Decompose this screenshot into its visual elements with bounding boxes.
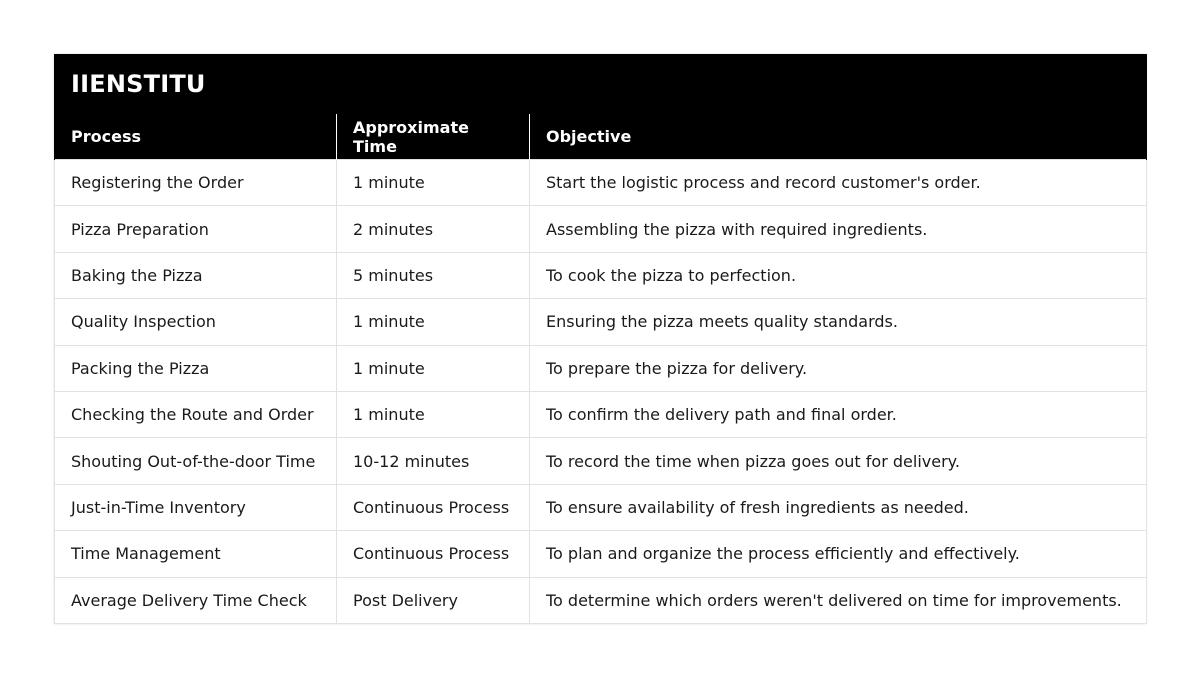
- process-cell: Just-in-Time Inventory: [55, 484, 337, 530]
- time-cell: Post Delivery: [337, 577, 530, 623]
- table-row: [55, 299, 1147, 345]
- table-row: [55, 345, 1147, 391]
- time-cell: 2 minutes: [337, 206, 530, 252]
- time-cell: 1 minute: [337, 391, 530, 437]
- table-row: [55, 484, 1147, 530]
- process-cell: Pizza Preparation: [55, 206, 337, 252]
- objective-cell: To cook the pizza to perfection.: [530, 252, 1147, 298]
- objective-cell: To record the time when pizza goes out for delivery.: [530, 438, 1147, 484]
- time-cell: 10-12 minutes: [337, 438, 530, 484]
- objective-cell: Start the logistic process and record customer's order.: [530, 160, 1147, 206]
- process-cell: Checking the Route and Order: [55, 391, 337, 437]
- process-cell: Shouting Out-of-the-door Time: [55, 438, 337, 484]
- process-table-container: [54, 54, 1146, 624]
- column-header-approximate-time: Approximate Time: [337, 114, 530, 160]
- table-row: [55, 531, 1147, 577]
- header-row: [55, 114, 1147, 160]
- objective-cell: To prepare the pizza for delivery.: [530, 345, 1147, 391]
- process-cell: Time Management: [55, 531, 337, 577]
- process-cell: Quality Inspection: [55, 299, 337, 345]
- column-header-objective: Objective: [530, 114, 1147, 160]
- objective-cell: To plan and organize the process efficiently and effectively.: [530, 531, 1147, 577]
- table-row: [55, 252, 1147, 298]
- objective-cell: Ensuring the pizza meets quality standards.: [530, 299, 1147, 345]
- time-cell: 5 minutes: [337, 252, 530, 298]
- objective-cell: To ensure availability of fresh ingredients as needed.: [530, 484, 1147, 530]
- objective-cell: To confirm the delivery path and final order.: [530, 391, 1147, 437]
- process-table: [54, 54, 1147, 624]
- time-cell: 1 minute: [337, 299, 530, 345]
- time-cell: 1 minute: [337, 345, 530, 391]
- time-cell: Continuous Process: [337, 531, 530, 577]
- table-row: [55, 577, 1147, 623]
- process-cell: Registering the Order: [55, 160, 337, 206]
- brand-row: [55, 55, 1147, 114]
- process-cell: Average Delivery Time Check: [55, 577, 337, 623]
- time-cell: Continuous Process: [337, 484, 530, 530]
- process-cell: Baking the Pizza: [55, 252, 337, 298]
- objective-cell: To determine which orders weren't delivered on time for improvements.: [530, 577, 1147, 623]
- table-row: [55, 160, 1147, 206]
- column-header-process: Process: [55, 114, 337, 160]
- table-row: [55, 438, 1147, 484]
- objective-cell: Assembling the pizza with required ingredients.: [530, 206, 1147, 252]
- time-cell: 1 minute: [337, 160, 530, 206]
- brand-title: IIENSTITU: [55, 55, 1147, 114]
- table-row: [55, 206, 1147, 252]
- table-row: [55, 391, 1147, 437]
- process-cell: Packing the Pizza: [55, 345, 337, 391]
